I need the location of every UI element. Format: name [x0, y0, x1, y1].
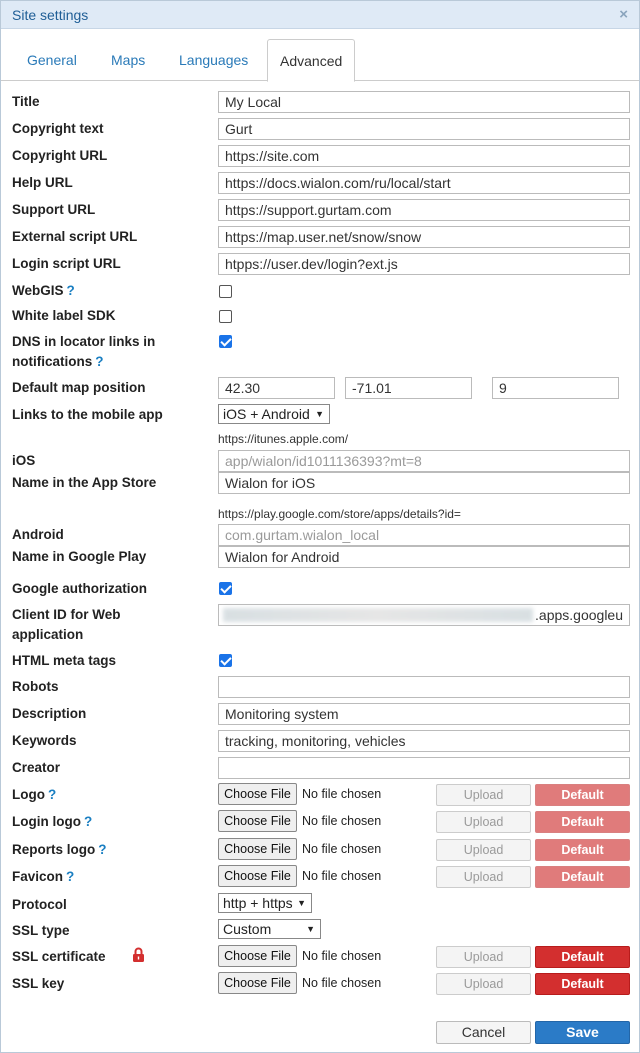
favicon-file-status: No file chosen	[302, 869, 382, 883]
webgis-label: WebGIS ?	[12, 283, 75, 298]
webgis-checkbox[interactable]	[219, 285, 232, 298]
description-label: Description	[12, 706, 87, 721]
creator-input[interactable]	[218, 757, 630, 779]
help-icon[interactable]: ?	[95, 354, 104, 369]
tab-advanced[interactable]: Advanced	[267, 39, 355, 82]
favicon-default-button[interactable]: Default	[535, 866, 630, 888]
client-id-redacted	[223, 608, 533, 622]
chevron-down-icon: ▼	[315, 409, 324, 419]
title-label: Title	[12, 94, 40, 109]
help-url-label: Help URL	[12, 175, 73, 190]
favicon-upload-button[interactable]: Upload	[436, 866, 531, 888]
copyright-url-input[interactable]: https://site.com	[218, 145, 630, 167]
html-meta-checkbox[interactable]	[219, 654, 232, 667]
ssl-cert-default-button[interactable]: Default	[535, 946, 630, 968]
tab-general[interactable]: General	[27, 52, 77, 68]
dns-locator-label-line1: DNS in locator links in	[12, 334, 156, 349]
copyright-text-label: Copyright text	[12, 121, 104, 136]
logo-default-button[interactable]: Default	[535, 784, 630, 806]
reports-logo-file-status: No file chosen	[302, 842, 382, 856]
reports-logo-choose-file-button[interactable]: Choose File	[218, 838, 297, 860]
titlebar	[1, 1, 639, 29]
android-app-id-input[interactable]: com.gurtam.wialon_local	[218, 524, 630, 546]
ssl-key-default-button[interactable]: Default	[535, 973, 630, 995]
ssl-key-label: SSL key	[12, 976, 65, 991]
client-id-input[interactable]: .apps.googleu	[218, 604, 630, 626]
login-logo-label: Login logo ?	[12, 814, 93, 829]
ssl-cert-upload-button[interactable]: Upload	[436, 946, 531, 968]
dns-locator-label-line2: notifications ?	[12, 354, 104, 369]
html-meta-label: HTML meta tags	[12, 653, 117, 668]
ios-label: iOS	[12, 453, 36, 468]
ssl-cert-file-status: No file chosen	[302, 949, 382, 963]
name-app-store-label: Name in the App Store	[12, 475, 157, 490]
reports-logo-upload-button[interactable]: Upload	[436, 839, 531, 861]
keywords-input[interactable]: tracking, monitoring, vehicles	[218, 730, 630, 752]
name-google-play-label: Name in Google Play	[12, 549, 147, 564]
ssl-key-file-status: No file chosen	[302, 976, 382, 990]
favicon-label: Favicon ?	[12, 869, 75, 884]
save-button[interactable]: Save	[535, 1021, 630, 1044]
dialog-title: Site settings	[12, 7, 89, 23]
support-url-input[interactable]: https://support.gurtam.com	[218, 199, 630, 221]
external-script-url-input[interactable]: https://map.user.net/snow/snow	[218, 226, 630, 248]
android-label: Android	[12, 527, 64, 542]
mobile-app-select[interactable]: iOS + Android ▼	[218, 404, 330, 424]
android-url-prefix: https://play.google.com/store/apps/details?id=	[218, 507, 461, 521]
google-auth-checkbox[interactable]	[219, 582, 232, 595]
chevron-down-icon: ▼	[297, 898, 306, 908]
ios-url-prefix: https://itunes.apple.com/	[218, 432, 349, 446]
reports-logo-label: Reports logo ?	[12, 842, 107, 857]
help-icon[interactable]: ?	[83, 814, 93, 829]
help-icon[interactable]: ?	[66, 283, 75, 298]
logo-label: Logo ?	[12, 787, 57, 802]
logo-upload-button[interactable]: Upload	[436, 784, 531, 806]
ssl-cert-choose-file-button[interactable]: Choose File	[218, 945, 297, 967]
external-script-url-label: External script URL	[12, 229, 138, 244]
login-logo-choose-file-button[interactable]: Choose File	[218, 810, 297, 832]
ssl-type-label: SSL type	[12, 923, 70, 938]
ssl-key-choose-file-button[interactable]: Choose File	[218, 972, 297, 994]
ssl-certificate-label: SSL certificate	[12, 949, 106, 964]
keywords-label: Keywords	[12, 733, 77, 748]
client-id-label-line2: application	[12, 627, 84, 642]
default-map-position-label: Default map position	[12, 380, 146, 395]
robots-label: Robots	[12, 679, 59, 694]
login-logo-default-button[interactable]: Default	[535, 811, 630, 833]
cancel-button[interactable]: Cancel	[436, 1021, 531, 1044]
protocol-select[interactable]: http + https ▼	[218, 893, 312, 913]
support-url-label: Support URL	[12, 202, 96, 217]
logo-choose-file-button[interactable]: Choose File	[218, 783, 297, 805]
chevron-down-icon: ▼	[306, 924, 315, 934]
ssl-key-upload-button[interactable]: Upload	[436, 973, 531, 995]
tab-languages[interactable]: Languages	[179, 52, 249, 68]
android-app-name-input[interactable]: Wialon for Android	[218, 546, 630, 568]
white-label-sdk-checkbox[interactable]	[219, 310, 232, 323]
tab-maps[interactable]: Maps	[111, 52, 146, 68]
logo-file-status: No file chosen	[302, 787, 382, 801]
copyright-url-label: Copyright URL	[12, 148, 108, 163]
white-label-sdk-label: White label SDK	[12, 308, 116, 323]
tab-bar	[1, 39, 639, 81]
map-zoom-input[interactable]: 9	[492, 377, 619, 399]
login-logo-file-status: No file chosen	[302, 814, 382, 828]
protocol-label: Protocol	[12, 897, 67, 912]
dns-locator-checkbox[interactable]	[219, 335, 232, 348]
map-latitude-input[interactable]: 42.30	[218, 377, 335, 399]
favicon-choose-file-button[interactable]: Choose File	[218, 865, 297, 887]
ios-app-id-input[interactable]: app/wialon/id1011136393?mt=8	[218, 450, 630, 472]
help-icon[interactable]: ?	[98, 842, 107, 857]
close-icon[interactable]: ×	[619, 6, 628, 23]
links-mobile-app-label: Links to the mobile app	[12, 407, 163, 422]
client-id-label-line1: Client ID for Web	[12, 607, 121, 622]
login-script-url-label: Login script URL	[12, 256, 121, 271]
ios-app-name-input[interactable]: Wialon for iOS	[218, 472, 630, 494]
google-auth-label: Google authorization	[12, 581, 147, 596]
creator-label: Creator	[12, 760, 61, 775]
reports-logo-default-button[interactable]: Default	[535, 839, 630, 861]
title-input[interactable]: My Local	[218, 91, 630, 113]
login-script-url-input[interactable]: htpps://user.dev/login?ext.js	[218, 253, 630, 275]
login-logo-upload-button[interactable]: Upload	[436, 811, 531, 833]
ssl-type-select[interactable]: Custom ▼	[218, 919, 321, 939]
help-url-input[interactable]: https://docs.wialon.com/ru/local/start	[218, 172, 630, 194]
help-icon[interactable]: ?	[66, 869, 75, 884]
map-longitude-input[interactable]: -71.01	[345, 377, 472, 399]
robots-input[interactable]	[218, 676, 630, 698]
description-input[interactable]: Monitoring system	[218, 703, 630, 725]
copyright-text-input[interactable]: Gurt	[218, 118, 630, 140]
lock-icon	[132, 947, 145, 963]
help-icon[interactable]: ?	[48, 787, 57, 802]
